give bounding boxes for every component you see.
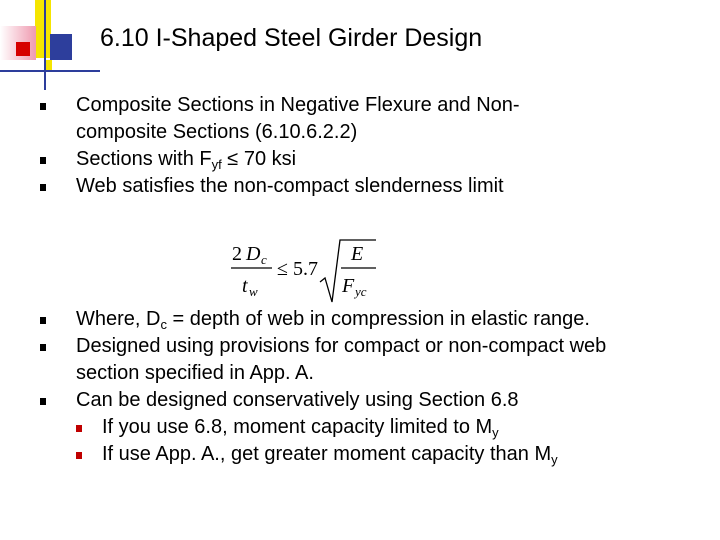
slenderness-formula <box>228 236 378 306</box>
bullet-item <box>40 146 712 173</box>
bullet-text-line: Composite Sections in Negative Flexure and Non- <box>76 94 520 116</box>
decor-yellow-accent <box>46 60 52 70</box>
bullet-text-line: composite Sections (6.10.6.2.2) <box>76 121 358 143</box>
bullet-item <box>40 306 712 333</box>
bullet-text: Where, D <box>76 308 161 330</box>
formula-num-sub: c <box>261 252 267 267</box>
bullet-marker-icon <box>40 103 46 110</box>
formula-den-var: t <box>242 275 248 297</box>
bullet-item <box>40 173 712 200</box>
decor-vertical-line <box>44 0 46 90</box>
bullet-text: If you use 6.8, moment capacity limited to M <box>102 416 493 438</box>
bullet-marker-icon <box>40 398 46 405</box>
bullet-text: Can be designed conservatively using Section 6.8 <box>76 389 519 411</box>
formula-num-var: D <box>246 243 261 265</box>
bullet-item <box>40 333 712 387</box>
sub-bullet-marker-icon <box>76 452 82 459</box>
header-decoration <box>0 0 100 90</box>
decor-yellow-square <box>35 0 51 58</box>
sub-bullet-item <box>40 414 712 441</box>
decor-blue-square <box>50 34 72 60</box>
subscript: y <box>551 452 558 467</box>
slide-title: 6.10 I-Shaped Steel Girder Design <box>100 24 483 52</box>
decor-red-square <box>16 42 30 56</box>
bullet-text: If use App. A., get greater moment capacity than M <box>102 443 552 465</box>
bullet-text: ≤ 70 ksi <box>221 148 297 170</box>
bullet-item <box>40 387 712 414</box>
bullet-text: Sections with F <box>76 148 212 170</box>
bullet-marker-icon <box>40 184 46 191</box>
bullet-text: Web satisfies the non-compact slenderness limit <box>76 175 504 197</box>
subscript: c <box>160 317 167 332</box>
bullet-text: = depth of web in compression in elastic range. <box>166 308 590 330</box>
formula-num-coef: 2 <box>232 243 242 265</box>
sub-bullet-marker-icon <box>76 425 82 432</box>
formula-den-sub: w <box>249 284 258 299</box>
sub-bullet-item <box>40 441 712 468</box>
formula-root-den-sub: yc <box>355 284 367 299</box>
bullet-marker-icon <box>40 317 46 324</box>
formula-root-den-var: F <box>342 275 355 297</box>
bullet-text-line: Designed using provisions for compact or non-compact web <box>76 335 607 357</box>
bullet-marker-icon <box>40 157 46 164</box>
bullet-text-line: section specified in App. A. <box>76 362 314 384</box>
decor-horizontal-line <box>0 70 100 72</box>
formula-relation: ≤ 5.7 <box>277 258 318 280</box>
formula-root-num: E <box>351 243 364 265</box>
bullet-item <box>40 92 712 146</box>
subscript: yf <box>211 157 222 172</box>
subscript: y <box>492 425 499 440</box>
bullet-marker-icon <box>40 344 46 351</box>
